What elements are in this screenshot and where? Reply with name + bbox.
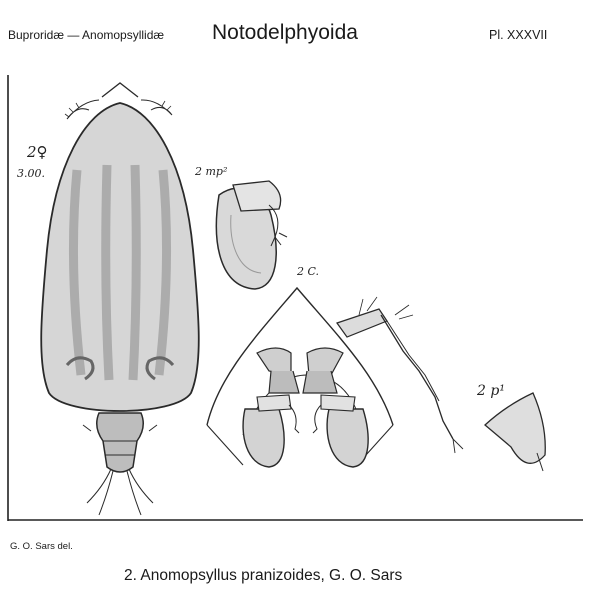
female-label: 2♀ xyxy=(27,143,48,161)
head-label: 2 C. xyxy=(297,265,320,278)
leg-label: 2 p¹ xyxy=(477,383,505,399)
female-body-drawing xyxy=(41,83,199,515)
maxilliped-drawing xyxy=(216,181,287,289)
artist-credit: G. O. Sars del. xyxy=(10,541,73,552)
head-ventral-drawing xyxy=(207,288,463,467)
family-names: Buproridæ — Anomopsyllidæ xyxy=(8,28,165,42)
leg-drawing xyxy=(485,393,545,471)
species-caption: 2. Anomopsyllus pranizoides, G. O. Sars xyxy=(124,567,403,584)
plate-title: Notodelphyoida xyxy=(212,21,358,44)
maxilliped-label: 2 mp² xyxy=(195,165,228,178)
plate-illustration xyxy=(7,75,583,521)
plate-number: Pl. XXXVII xyxy=(489,28,548,42)
scale-label: 3.00. xyxy=(17,167,45,180)
